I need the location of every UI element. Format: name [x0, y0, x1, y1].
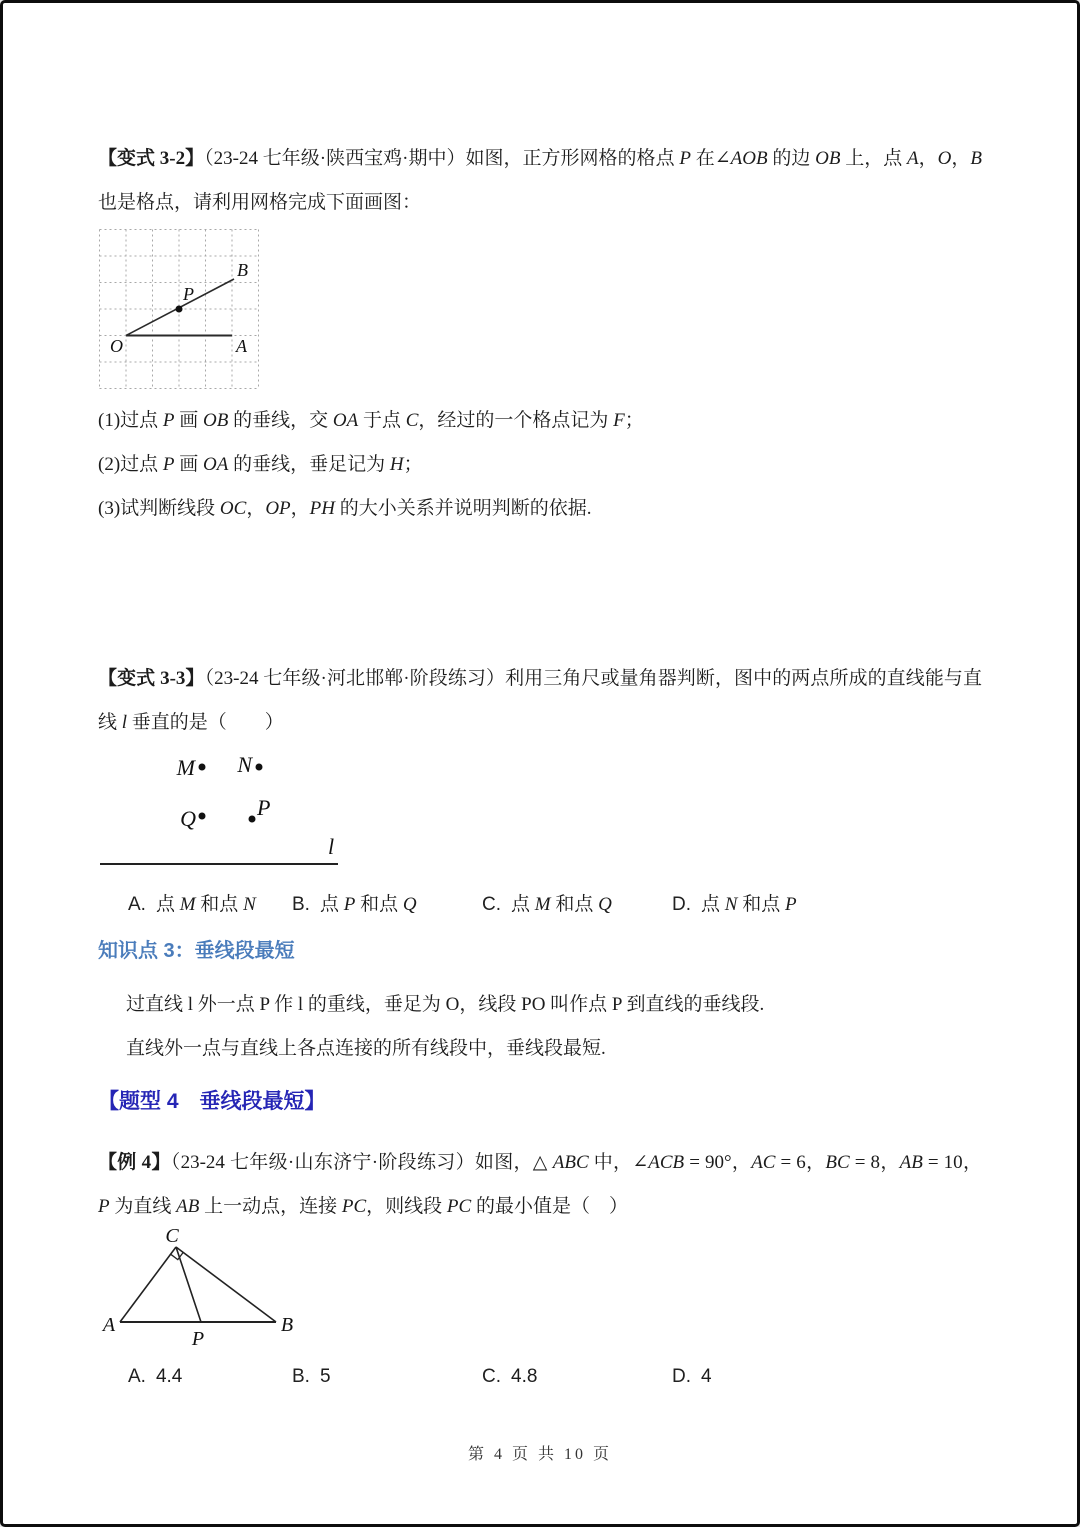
problem-v33-statement — [98, 657, 982, 745]
point-M-dot — [199, 764, 206, 771]
segment-CB — [176, 1247, 276, 1322]
choice-c: C. 4.8 — [482, 1366, 538, 1387]
choice-b: B. 点 P 和点 Q — [292, 894, 417, 915]
problem-ex4-line2: P 为直线 AB 上一动点，连接 PC，则线段 PC 的最小值是（ ） — [98, 1196, 628, 1217]
problem-v32-tag: 【变式 3-2】 — [98, 148, 205, 169]
label-B2: B — [280, 1314, 294, 1336]
label-N: N — [237, 752, 252, 777]
problem-v32-text1: （23-24 七年级·陕西宝鸡·期中）如图，正方形网格的格点 P 在∠AOB 的边 OB 上，点 A，O，B — [204, 148, 983, 169]
knowledge-point-heading: 知识点 3：垂线段最短 — [98, 940, 295, 962]
knowledge-line-2: 直线外一点与直线上各点连接的所有线段中，垂线段最短. — [126, 1038, 606, 1059]
problem-ex4-tag: 【例 4】 — [98, 1152, 171, 1173]
choice-d: D. 4 — [672, 1366, 712, 1387]
problem-ex4-line1 — [98, 1141, 982, 1185]
point-Q-dot — [199, 813, 206, 820]
problem-v32-statement — [98, 137, 982, 225]
label-A: A — [236, 336, 247, 356]
problem-v33-line2: 线 l 垂直的是（ ） — [98, 712, 284, 733]
problem-ex4-text1: （23-24 七年级·山东济宁·阶段练习）如图，△ ABC 中，∠ACB = 90°，AC = 6，BC = 8，AB = 10， — [170, 1152, 982, 1173]
label-Q: Q — [180, 806, 196, 831]
right-angle-mark — [171, 1252, 184, 1259]
label-P2: P — [257, 795, 271, 820]
problem-v32-line2: 也是格点，请利用网格完成下面画图： — [98, 192, 422, 213]
choice-c: C. 点 M 和点 Q — [482, 894, 612, 915]
problem-v33-tag: 【变式 3-3】 — [98, 668, 205, 689]
grid-figure — [98, 228, 270, 390]
point-N-dot — [256, 764, 263, 771]
segment-CP — [176, 1247, 201, 1322]
label-B: B — [237, 260, 248, 280]
choice-d: D. 点 N 和点 P — [672, 894, 797, 915]
part-2: (2)过点 P 画 OA 的垂线，垂足记为 H； — [98, 454, 423, 475]
part-1: (1)过点 P 画 OB 的垂线，交 OA 于点 C，经过的一个格点记为 F； — [98, 410, 644, 431]
segment-AC — [120, 1247, 176, 1322]
choices-ex4 — [98, 1366, 982, 1400]
problem-ex4-statement — [98, 1141, 982, 1229]
triangle-figure — [98, 1229, 318, 1354]
label-P: P — [183, 284, 194, 304]
choice-a: A. 4.4 — [128, 1366, 183, 1387]
problem-v32-line1 — [98, 137, 982, 181]
choice-b: B. 5 — [292, 1366, 331, 1387]
choices-v33 — [98, 889, 982, 923]
problem-v33-line1 — [98, 657, 982, 701]
label-P3: P — [191, 1328, 205, 1350]
page-number-footer: 第 4 页 共 10 页 — [467, 1446, 612, 1463]
problem-v32-parts — [98, 399, 982, 531]
problem-v33-text1: （23-24 七年级·河北邯郸·阶段练习）利用三角尺或量角器判断，图中的两点所成的直线能与直 — [204, 668, 983, 689]
point-P-dot — [176, 306, 183, 313]
topic-heading: 【题型 4 垂线段最短】 — [98, 1090, 326, 1113]
choice-a: A. 点 M 和点 N — [128, 894, 256, 915]
knowledge-point-body — [98, 983, 982, 1071]
label-M: M — [176, 755, 195, 780]
part-3: (3)试判断线段 OC，OP，PH 的大小关系并说明判断的依据. — [98, 498, 592, 519]
label-C: C — [165, 1229, 179, 1247]
points-figure — [98, 745, 358, 877]
label-A2: A — [102, 1314, 116, 1336]
label-O: O — [110, 336, 123, 356]
page-content — [3, 137, 1077, 1400]
point-P2-dot — [249, 816, 256, 823]
knowledge-line-1: 过直线 l 外一点 P 作 l 的重线，垂足为 O，线段 PO 叫作点 P 到直线的垂线段. — [126, 994, 765, 1015]
label-l: l — [328, 834, 335, 859]
